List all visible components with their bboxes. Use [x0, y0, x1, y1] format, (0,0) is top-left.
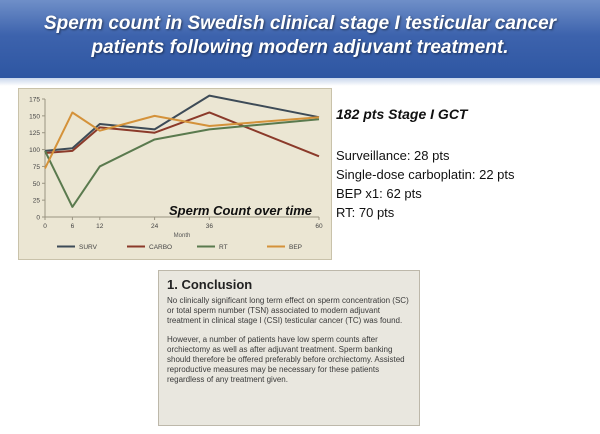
- conclusion-paragraph-1: No clinically significant long term effect on sperm concentration (SC) or total sperm number (TSN) associated to modern adjuvant treatment in clinical stage I (CSI) testicular cancer (TC) was found.: [167, 296, 409, 325]
- y-tick-label: 75: [32, 163, 40, 171]
- conclusion-box: [158, 270, 420, 426]
- x-tick-label: 0: [43, 223, 47, 230]
- slide-title-line1: Sperm count in Swedish clinical stage I testicular cancer: [43, 13, 557, 34]
- x-tick-label: 36: [205, 223, 214, 230]
- conclusion-paragraph-2: However, a number of patients have low sperm counts after orchiectomy as well as after adjuvant treatment. Sperm banking should therefore be offered preferably before orchiectomy. Assisted reproductive measures may be necessary for these patients regardless of any treatment given.: [167, 335, 405, 384]
- cohort-row-surveillance: Surveillance: 28 pts: [336, 148, 450, 163]
- cohort-row-carboplatin: Single-dose carboplatin: 22 pts: [336, 167, 515, 182]
- chart-title: Sperm Count over time: [169, 203, 313, 218]
- legend-label-rt: RT: [219, 244, 228, 251]
- legend-label-carbo: CARBO: [149, 244, 173, 251]
- y-tick-label: 25: [32, 197, 40, 205]
- y-tick-label: 100: [29, 147, 40, 155]
- banner-fade: [0, 78, 600, 86]
- series-line-rt: [45, 119, 319, 207]
- x-axis-label: Month: [173, 233, 191, 239]
- cohort-heading: 182 pts Stage I GCT: [336, 106, 468, 122]
- y-tick-label: 0: [36, 214, 40, 222]
- cohort-row-rt: RT: 70 pts: [336, 205, 395, 220]
- conclusion-heading: 1. Conclusion: [167, 277, 253, 292]
- line-chart: [19, 89, 331, 259]
- y-tick-label: 125: [29, 130, 40, 138]
- x-tick-label: 12: [96, 223, 104, 230]
- y-tick-label: 150: [29, 113, 40, 121]
- x-tick-label: 24: [150, 223, 159, 230]
- legend-label-bep: BEP: [289, 244, 303, 251]
- title-banner: [0, 0, 600, 78]
- x-tick-label: 6: [70, 223, 75, 230]
- cohort-info: [336, 106, 598, 222]
- y-tick-label: 175: [29, 96, 40, 104]
- legend-label-surv: SURV: [79, 244, 97, 251]
- y-tick-label: 50: [32, 180, 40, 188]
- cohort-row-bep: BEP x1: 62 pts: [336, 186, 422, 201]
- chart-panel: [18, 88, 332, 260]
- x-tick-label: 60: [315, 223, 323, 230]
- slide-title-line2: patients following modern adjuvant treatment.: [91, 37, 509, 58]
